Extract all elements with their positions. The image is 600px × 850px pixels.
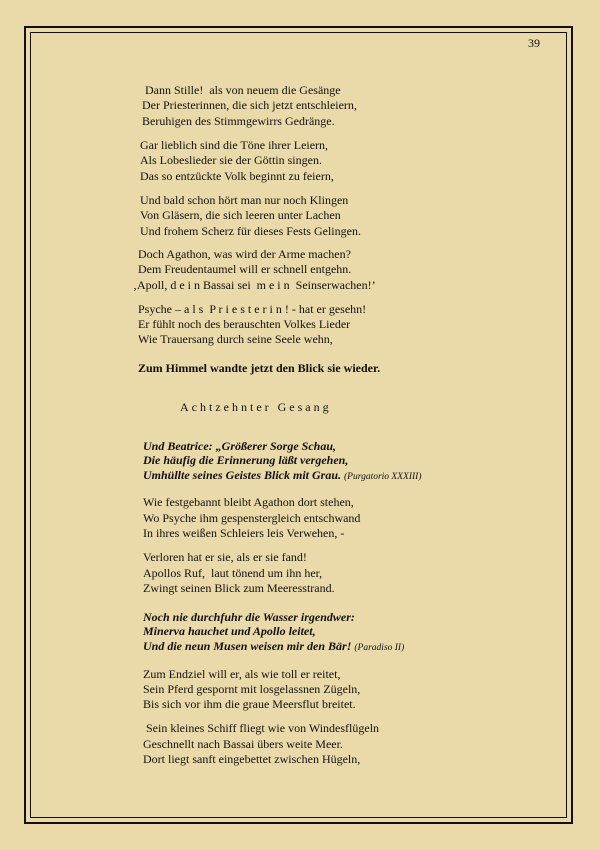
verse-line: Er fühlt noch des berauschten Volkes Lieder [138,317,351,332]
verse-line: Sein kleines Schiff fliegt wie von Windesflügeln [146,721,380,736]
verse-line: Zum Endziel will er, als wie toll er reitet, [143,666,341,681]
page-number: 39 [528,36,540,50]
epigraph-line: Noch nie durchfuhr die Wasser irgendwer: [143,609,355,624]
verse-line: Dem Freudentaumel will er schnell entgehn. [138,262,352,277]
epigraph-source: (Purgatorio XXXIII) [344,471,422,482]
verse-line: Dort liegt sanft eingebettet zwischen Hügeln, [143,752,361,766]
verse-line: Dann Stille! als von neuem die Gesänge [145,83,341,97]
epigraph-line: Und Beatrice: „Größerer Sorge Schau, [143,438,337,453]
verse-line: Als Lobeslieder sie der Göttin singen. [140,153,322,168]
verse-line: Wie Trauersang durch seine Seele wehn, [138,332,333,347]
verse-line: Apollos Ruf, laut tönend um ihn her, [143,565,323,580]
verse-line: Doch Agathon, was wird der Arme machen? [138,246,351,261]
epigraph-source: (Paradiso II) [354,642,405,653]
verse-line: Bis sich vor ihm die graue Meersflut breitet. [143,697,356,712]
epigraph-line: Und die neun Musen weisen mir den Bär! [143,638,352,653]
closing-line: Zum Himmel wandte jetzt den Blick sie wieder. [138,361,381,376]
epigraph-line-with-source [143,468,422,484]
epigraph-line: Minerva hauchet und Apollo leitet, [143,624,316,639]
verse-line: Von Gläsern, die sich leeren unter Lachen [140,208,341,223]
verse-line: Zwingt seinen Blick zum Meeresstrand. [143,580,335,595]
epigraph-line: Umhüllte seines Geistes Blick mit Grau. [143,467,342,482]
verse-line: Sein Pferd gespornt mit losgelassnen Zügeln, [143,681,361,696]
verse-line: Der Priesterinnen, die sich jetzt entschleiern, [142,98,357,113]
verse-line: Wo Psyche ihm gespenstergleich entschwand [143,510,361,525]
epigraph-line: Die häufig die Erinnerung läßt vergehen, [143,453,349,468]
verse-line: Psyche – a l s P r i e s t e r i n ! - hat er gesehn! [138,301,367,316]
epigraph-line-with-source [143,639,404,655]
verse-line: Verloren hat er sie, als er sie fand! [143,550,307,565]
verse-line: ‚Apoll, d e i n Bassai sei m e i n Seinserwachen!’ [133,277,376,292]
verse-line: Wie festgebannt bleibt Agathon dort stehen, [143,495,354,510]
canto-title: Achtzehnter Gesang [180,399,332,414]
verse-line: Gar lieblich sind die Töne ihrer Leiern, [140,137,329,152]
verse-line: In ihres weißen Schleiers leis Verwehen, - [143,526,345,540]
verse-line: Geschnellt nach Bassai übers weite Meer. [143,736,343,751]
verse-line: Das so entzückte Volk beginnt zu feiern, [140,168,334,183]
verse-line: Beruhigen des Stimmgewirrs Gedränge. [142,113,335,128]
verse-line: Und frohem Scherz für dieses Fests Gelingen. [140,223,361,238]
verse-line: Und bald schon hört man nur noch Klingen [140,192,349,207]
